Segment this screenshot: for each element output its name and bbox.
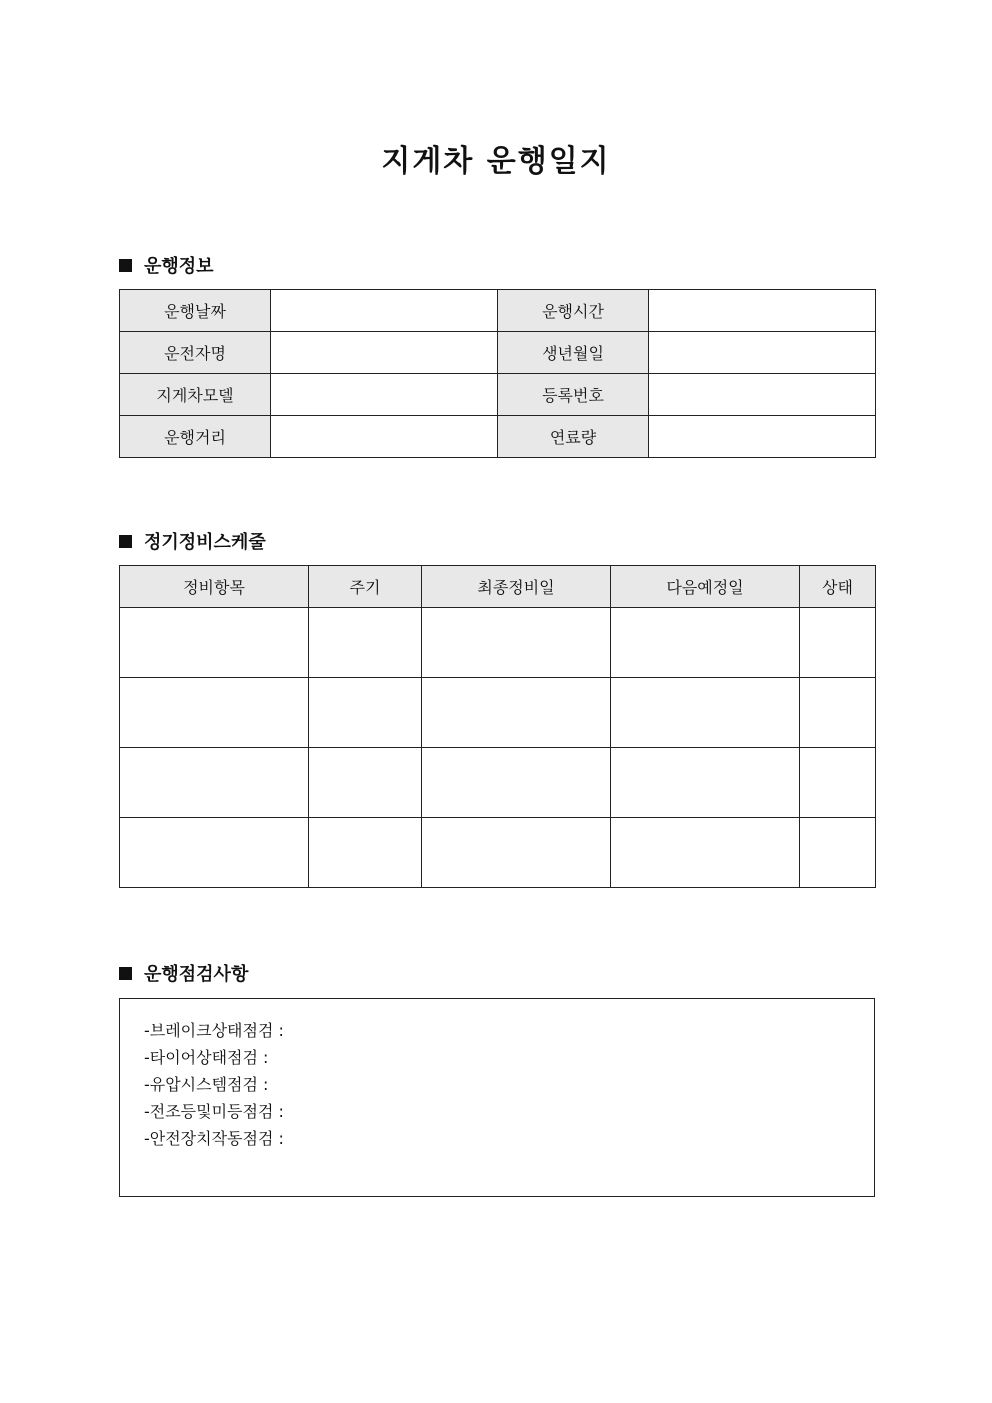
field-label: 운전자명 — [120, 332, 271, 374]
section-heading-maintenance-schedule — [119, 528, 266, 554]
page-title: 지게차 운행일지 — [381, 144, 611, 179]
field-label: 운행거리 — [120, 416, 271, 458]
list-item: -유압시스템점검 : — [144, 1075, 269, 1094]
table-cell-input[interactable] — [800, 678, 876, 748]
field-value-input[interactable] — [271, 290, 498, 332]
field-label: 운행시간 — [498, 290, 649, 332]
table-cell-input[interactable] — [309, 748, 422, 818]
table-cell-input[interactable] — [800, 818, 876, 888]
field-label: 지게차모델 — [120, 374, 271, 416]
column-header: 주기 — [309, 566, 422, 608]
table-row — [120, 416, 876, 458]
list-item: -타이어상태점검 : — [144, 1048, 269, 1067]
column-header: 상태 — [800, 566, 876, 608]
table-cell-input[interactable] — [422, 608, 611, 678]
column-header: 다음예정일 — [611, 566, 800, 608]
table-cell-input[interactable] — [422, 748, 611, 818]
table-cell-input[interactable] — [611, 678, 800, 748]
section-title: 운행정보 — [144, 256, 214, 277]
field-label: 등록번호 — [498, 374, 649, 416]
table-cell-input[interactable] — [422, 818, 611, 888]
field-value-input[interactable] — [649, 332, 876, 374]
square-bullet-icon — [119, 535, 132, 548]
table-row — [120, 290, 876, 332]
inspection-items-box — [119, 998, 875, 1197]
table-row — [120, 374, 876, 416]
field-value-input[interactable] — [271, 332, 498, 374]
table-row — [120, 332, 876, 374]
table-cell-input[interactable] — [611, 748, 800, 818]
square-bullet-icon — [119, 967, 132, 980]
field-value-input[interactable] — [271, 416, 498, 458]
table-cell-input[interactable] — [800, 748, 876, 818]
section-heading-operation-info — [119, 252, 214, 278]
table-cell-input[interactable] — [120, 608, 309, 678]
list-item: -전조등및미등점검 : — [144, 1102, 284, 1121]
table-row — [120, 678, 876, 748]
table-cell-input[interactable] — [309, 678, 422, 748]
field-label: 연료량 — [498, 416, 649, 458]
table-cell-input[interactable] — [611, 818, 800, 888]
table-row — [120, 818, 876, 888]
section-title: 정기정비스케줄 — [144, 532, 266, 553]
field-value-input[interactable] — [649, 416, 876, 458]
field-label: 생년월일 — [498, 332, 649, 374]
field-value-input[interactable] — [271, 374, 498, 416]
operation-info-table — [119, 289, 876, 458]
column-header: 최종정비일 — [422, 566, 611, 608]
table-cell-input[interactable] — [611, 608, 800, 678]
table-cell-input[interactable] — [309, 608, 422, 678]
table-cell-input[interactable] — [309, 818, 422, 888]
table-cell-input[interactable] — [800, 608, 876, 678]
table-cell-input[interactable] — [120, 818, 309, 888]
table-cell-input[interactable] — [120, 748, 309, 818]
section-title: 운행점검사항 — [144, 964, 249, 985]
table-header-row — [120, 566, 876, 608]
field-value-input[interactable] — [649, 290, 876, 332]
inspection-list — [120, 999, 874, 1152]
section-heading-inspection-items — [119, 960, 248, 986]
column-header: 정비항목 — [120, 566, 309, 608]
table-cell-input[interactable] — [120, 678, 309, 748]
maintenance-schedule-table — [119, 565, 876, 888]
table-row — [120, 748, 876, 818]
field-label: 운행날짜 — [120, 290, 271, 332]
table-row — [120, 608, 876, 678]
list-item: -안전장치작동점검 : — [144, 1129, 284, 1148]
list-item: -브레이크상태점검 : — [144, 1021, 284, 1040]
square-bullet-icon — [119, 259, 132, 272]
field-value-input[interactable] — [649, 374, 876, 416]
table-cell-input[interactable] — [422, 678, 611, 748]
